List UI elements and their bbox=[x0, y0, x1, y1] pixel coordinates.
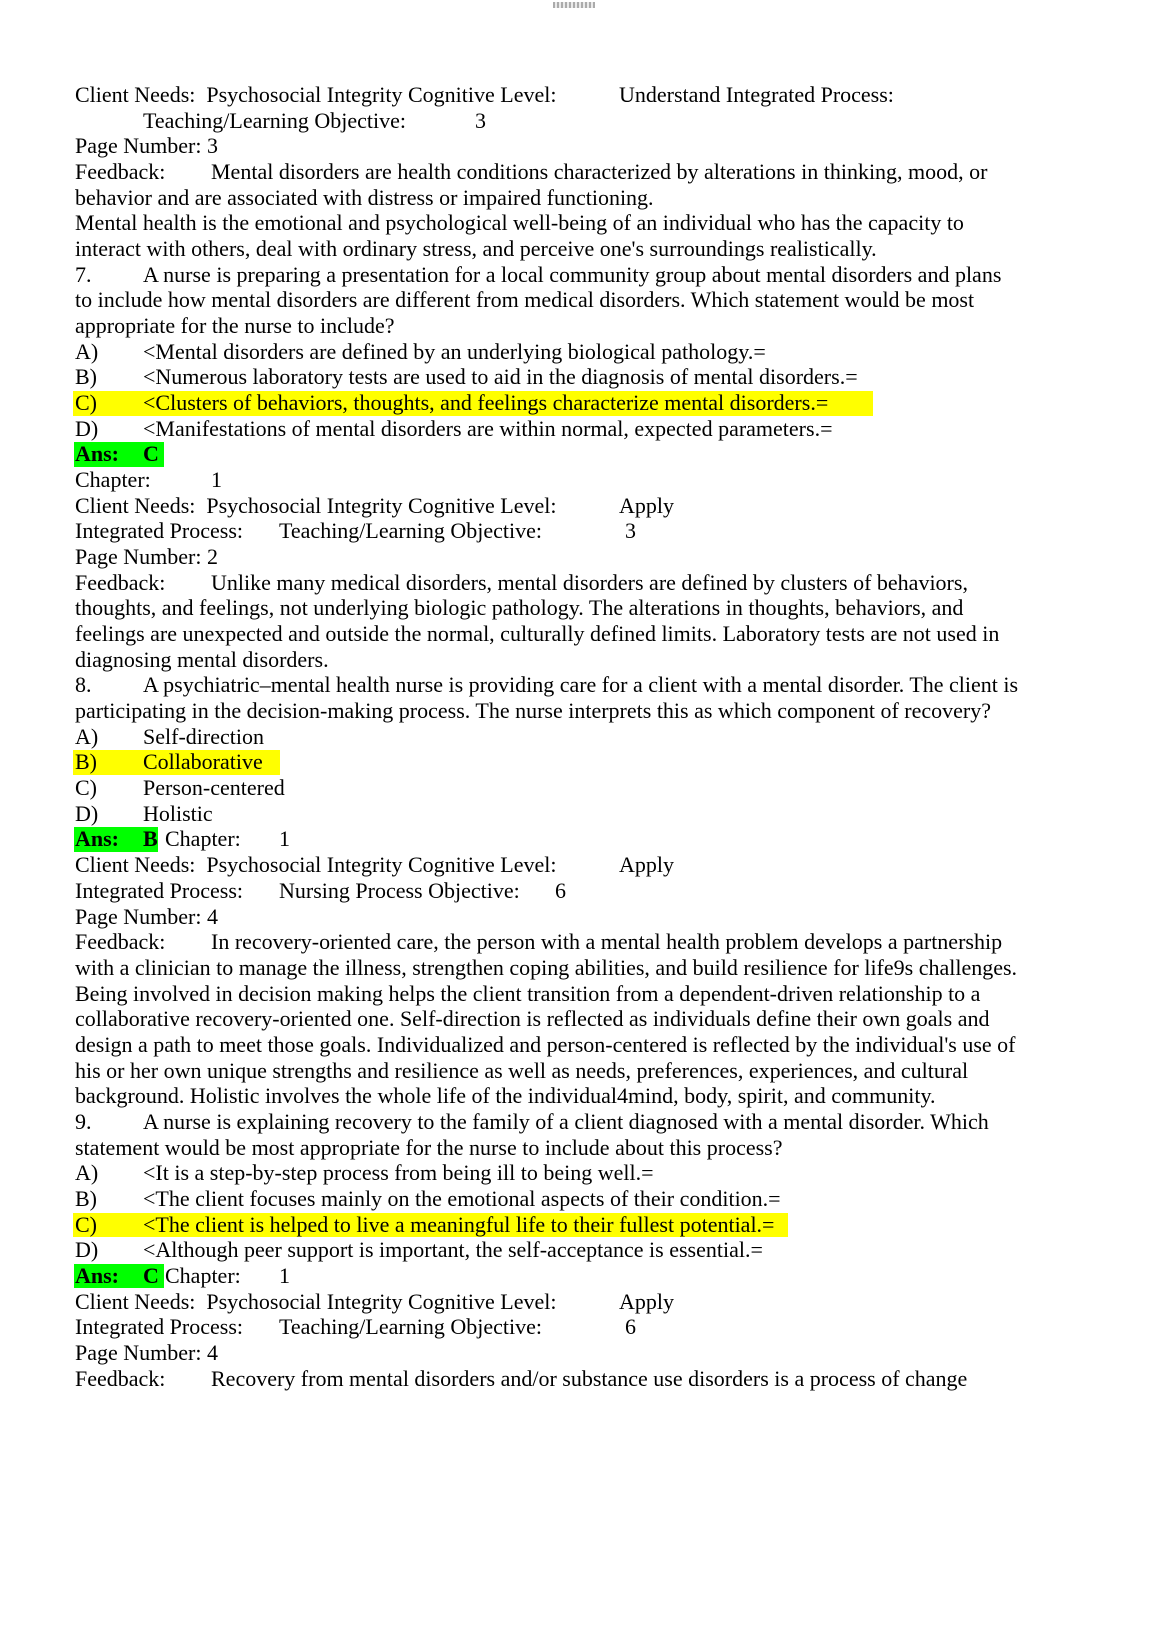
text-segment: B) bbox=[75, 1185, 97, 1211]
text-segment: statement would be most appropriate for the nurse to include about this process? bbox=[75, 1134, 783, 1160]
text-segment: to include how mental disorders are different from medical disorders. Which statement would be most bbox=[75, 287, 975, 313]
text-segment: diagnosing mental disorders. bbox=[75, 646, 329, 672]
text-segment: Page Number: 2 bbox=[75, 544, 218, 570]
page-header-mark bbox=[553, 2, 595, 8]
document-line bbox=[75, 236, 1084, 262]
text-segment: <Mental disorders are defined by an underlying biological pathology.= bbox=[143, 338, 766, 364]
document-line bbox=[75, 1289, 1084, 1315]
text-segment: <Although peer support is important, the self-acceptance is essential.= bbox=[143, 1237, 763, 1263]
document-line bbox=[75, 262, 1084, 288]
text-segment: 3 bbox=[475, 107, 486, 133]
text-segment: A) bbox=[75, 723, 99, 749]
text-segment: 6 bbox=[555, 877, 566, 903]
text-segment: 1 bbox=[279, 826, 290, 852]
text-segment: D) bbox=[75, 800, 99, 826]
text-segment: Feedback: bbox=[75, 1365, 166, 1391]
document-line bbox=[75, 672, 1084, 698]
document-line bbox=[75, 1366, 1084, 1392]
document-line bbox=[75, 1006, 1084, 1032]
text-segment: Apply bbox=[619, 1288, 674, 1314]
text-segment: Integrated Process: bbox=[75, 518, 243, 544]
text-segment: <It is a step-by-step process from being ill to being well.= bbox=[143, 1160, 654, 1186]
document-line bbox=[75, 1237, 1084, 1263]
document-line bbox=[75, 544, 1084, 570]
document-line bbox=[75, 133, 1084, 159]
document-line bbox=[75, 878, 1084, 904]
text-segment: Ans: bbox=[75, 441, 120, 467]
text-segment: In recovery-oriented care, the person with a mental health problem develops a partnership bbox=[211, 929, 1003, 955]
text-segment: <Numerous laboratory tests are used to aid in the diagnosis of mental disorders.= bbox=[143, 364, 858, 390]
document-line bbox=[75, 1135, 1084, 1161]
text-segment: Page Number: 4 bbox=[75, 903, 218, 929]
text-segment: Integrated Process: bbox=[75, 1314, 243, 1340]
text-segment: Collaborative bbox=[143, 749, 263, 775]
document-line bbox=[75, 416, 1084, 442]
document-line bbox=[75, 339, 1084, 365]
text-segment: Integrated Process: bbox=[75, 877, 243, 903]
text-segment: behavior and are associated with distress or impaired functioning. bbox=[75, 184, 654, 210]
document-line bbox=[75, 801, 1084, 827]
text-segment: B) bbox=[75, 749, 97, 775]
document-line bbox=[75, 1160, 1084, 1186]
document-line bbox=[75, 826, 1084, 852]
document-line bbox=[75, 775, 1084, 801]
text-segment: appropriate for the nurse to include? bbox=[75, 313, 395, 339]
text-segment: Being involved in decision making helps the client transition from a dependent-driven relationship to a bbox=[75, 980, 981, 1006]
document-body bbox=[75, 82, 1084, 1391]
text-segment: Feedback: bbox=[75, 159, 166, 185]
text-segment: D) bbox=[75, 415, 99, 441]
text-segment: <The client focuses mainly on the emotional aspects of their condition.= bbox=[143, 1185, 781, 1211]
text-segment: Teaching/Learning Objective: bbox=[279, 1314, 542, 1340]
text-segment: 1 bbox=[211, 467, 222, 493]
document-line bbox=[75, 621, 1084, 647]
document-line bbox=[75, 518, 1084, 544]
text-segment: 8. bbox=[75, 672, 92, 698]
text-segment: A nurse is preparing a presentation for a local community group about mental disorders and plans bbox=[143, 261, 1002, 287]
text-segment: Mental health is the emotional and psychological well-being of an individual who has the capacity to bbox=[75, 210, 964, 236]
text-segment: Nursing Process Objective: bbox=[279, 877, 520, 903]
text-segment: 3 bbox=[625, 518, 636, 544]
document-line bbox=[75, 364, 1084, 390]
text-segment: 6 bbox=[625, 1314, 636, 1340]
text-segment: Apply bbox=[619, 852, 674, 878]
text-segment: A psychiatric–mental health nurse is providing care for a client with a mental disorder. The client is bbox=[143, 672, 1019, 698]
text-segment: 9. bbox=[75, 1108, 92, 1134]
text-segment: Client Needs: Psychosocial Integrity Cognitive Level: bbox=[75, 492, 557, 518]
document-line bbox=[75, 1212, 1084, 1238]
text-segment: his or her own unique strengths and resilience as well as needs, preferences, experiences, and cultural bbox=[75, 1057, 969, 1083]
document-line bbox=[75, 570, 1084, 596]
document-line bbox=[75, 1186, 1084, 1212]
text-segment: thoughts, and feelings, not underlying biologic pathology. The alterations in thoughts, behaviors, and bbox=[75, 595, 964, 621]
text-segment: Client Needs: Psychosocial Integrity Cognitive Level: bbox=[75, 852, 557, 878]
text-segment: Chapter: bbox=[165, 1262, 241, 1288]
text-segment: feelings are unexpected and outside the normal, culturally defined limits. Laboratory tests are not used in bbox=[75, 621, 1000, 647]
text-segment: D) bbox=[75, 1237, 99, 1263]
text-segment: with a clinician to manage the illness, strengthen coping abilities, and build resilience for life9s challenges. bbox=[75, 954, 1018, 980]
text-segment: Apply bbox=[619, 492, 674, 518]
text-segment: Chapter: bbox=[165, 826, 241, 852]
document-line bbox=[75, 1032, 1084, 1058]
text-segment: A) bbox=[75, 1160, 99, 1186]
text-segment: Chapter: bbox=[75, 467, 151, 493]
text-segment: C) bbox=[75, 775, 97, 801]
text-segment: design a path to meet those goals. Individualized and person-centered is reflected by the individual's use of bbox=[75, 1031, 1016, 1057]
document-line bbox=[75, 390, 1084, 416]
document-line bbox=[75, 724, 1084, 750]
text-segment: <Manifestations of mental disorders are within normal, expected parameters.= bbox=[143, 415, 833, 441]
text-segment: <The client is helped to live a meaningful life to their fullest potential.= bbox=[143, 1211, 775, 1237]
document-line bbox=[75, 287, 1084, 313]
document-line bbox=[75, 1340, 1084, 1366]
document-line bbox=[75, 210, 1084, 236]
text-segment: Recovery from mental disorders and/or substance use disorders is a process of change bbox=[211, 1365, 968, 1391]
document-line bbox=[75, 493, 1084, 519]
document-line bbox=[75, 955, 1084, 981]
document-line bbox=[75, 647, 1084, 673]
text-segment: Client Needs: Psychosocial Integrity Cognitive Level: bbox=[75, 1288, 557, 1314]
text-segment: Teaching/Learning Objective: bbox=[279, 518, 542, 544]
text-segment: Feedback: bbox=[75, 569, 166, 595]
document-line bbox=[75, 981, 1084, 1007]
document-line bbox=[75, 441, 1084, 467]
document-line bbox=[75, 108, 1084, 134]
text-segment: Client Needs: Psychosocial Integrity Cognitive Level: bbox=[75, 82, 557, 107]
document-line bbox=[75, 185, 1084, 211]
text-segment: 7. bbox=[75, 261, 92, 287]
text-segment: Ans: bbox=[75, 826, 120, 852]
text-segment: C bbox=[143, 441, 159, 467]
text-segment: collaborative recovery-oriented one. Self-direction is reflected as individuals define their own goals and bbox=[75, 1006, 990, 1032]
document-line bbox=[75, 698, 1084, 724]
text-segment: Holistic bbox=[143, 800, 213, 826]
text-segment: interact with others, deal with ordinary stress, and perceive one's surroundings realistically. bbox=[75, 236, 877, 262]
document-line bbox=[75, 1058, 1084, 1084]
document-line bbox=[75, 313, 1084, 339]
document-line bbox=[75, 595, 1084, 621]
document-line bbox=[75, 749, 1084, 775]
document-line bbox=[75, 159, 1084, 185]
text-segment: Page Number: 4 bbox=[75, 1339, 218, 1365]
text-segment: Mental disorders are health conditions characterized by alterations in thinking, mood, or bbox=[211, 159, 988, 185]
text-segment: Teaching/Learning Objective: bbox=[143, 107, 406, 133]
text-segment: C) bbox=[75, 390, 97, 416]
text-segment: <Clusters of behaviors, thoughts, and feelings characterize mental disorders.= bbox=[143, 390, 829, 416]
text-segment: Feedback: bbox=[75, 929, 166, 955]
text-segment: 1 bbox=[279, 1262, 290, 1288]
text-segment: B bbox=[143, 826, 158, 852]
text-segment: Ans: bbox=[75, 1262, 120, 1288]
text-segment: Understand Integrated Process: bbox=[619, 82, 894, 107]
text-segment: C bbox=[143, 1262, 159, 1288]
document-line bbox=[75, 852, 1084, 878]
document-line bbox=[75, 1263, 1084, 1289]
text-segment: Self-direction bbox=[143, 723, 264, 749]
text-segment: B) bbox=[75, 364, 97, 390]
text-segment: A) bbox=[75, 338, 99, 364]
text-segment: Page Number: 3 bbox=[75, 133, 218, 159]
document-line bbox=[75, 82, 1084, 108]
text-segment: background. Holistic involves the whole life of the individual4mind, body, spirit, and community. bbox=[75, 1083, 936, 1109]
document-line bbox=[75, 467, 1084, 493]
text-segment: A nurse is explaining recovery to the family of a client diagnosed with a mental disorder. Which bbox=[143, 1108, 989, 1134]
document-line bbox=[75, 904, 1084, 930]
document-line bbox=[75, 1109, 1084, 1135]
document-line bbox=[75, 1083, 1084, 1109]
text-segment: Unlike many medical disorders, mental disorders are defined by clusters of behaviors, bbox=[211, 569, 968, 595]
document-line bbox=[75, 929, 1084, 955]
document-line bbox=[75, 1314, 1084, 1340]
text-segment: C) bbox=[75, 1211, 97, 1237]
text-segment: Person-centered bbox=[143, 775, 285, 801]
text-segment: participating in the decision-making process. The nurse interprets this as which component of recovery? bbox=[75, 698, 991, 724]
